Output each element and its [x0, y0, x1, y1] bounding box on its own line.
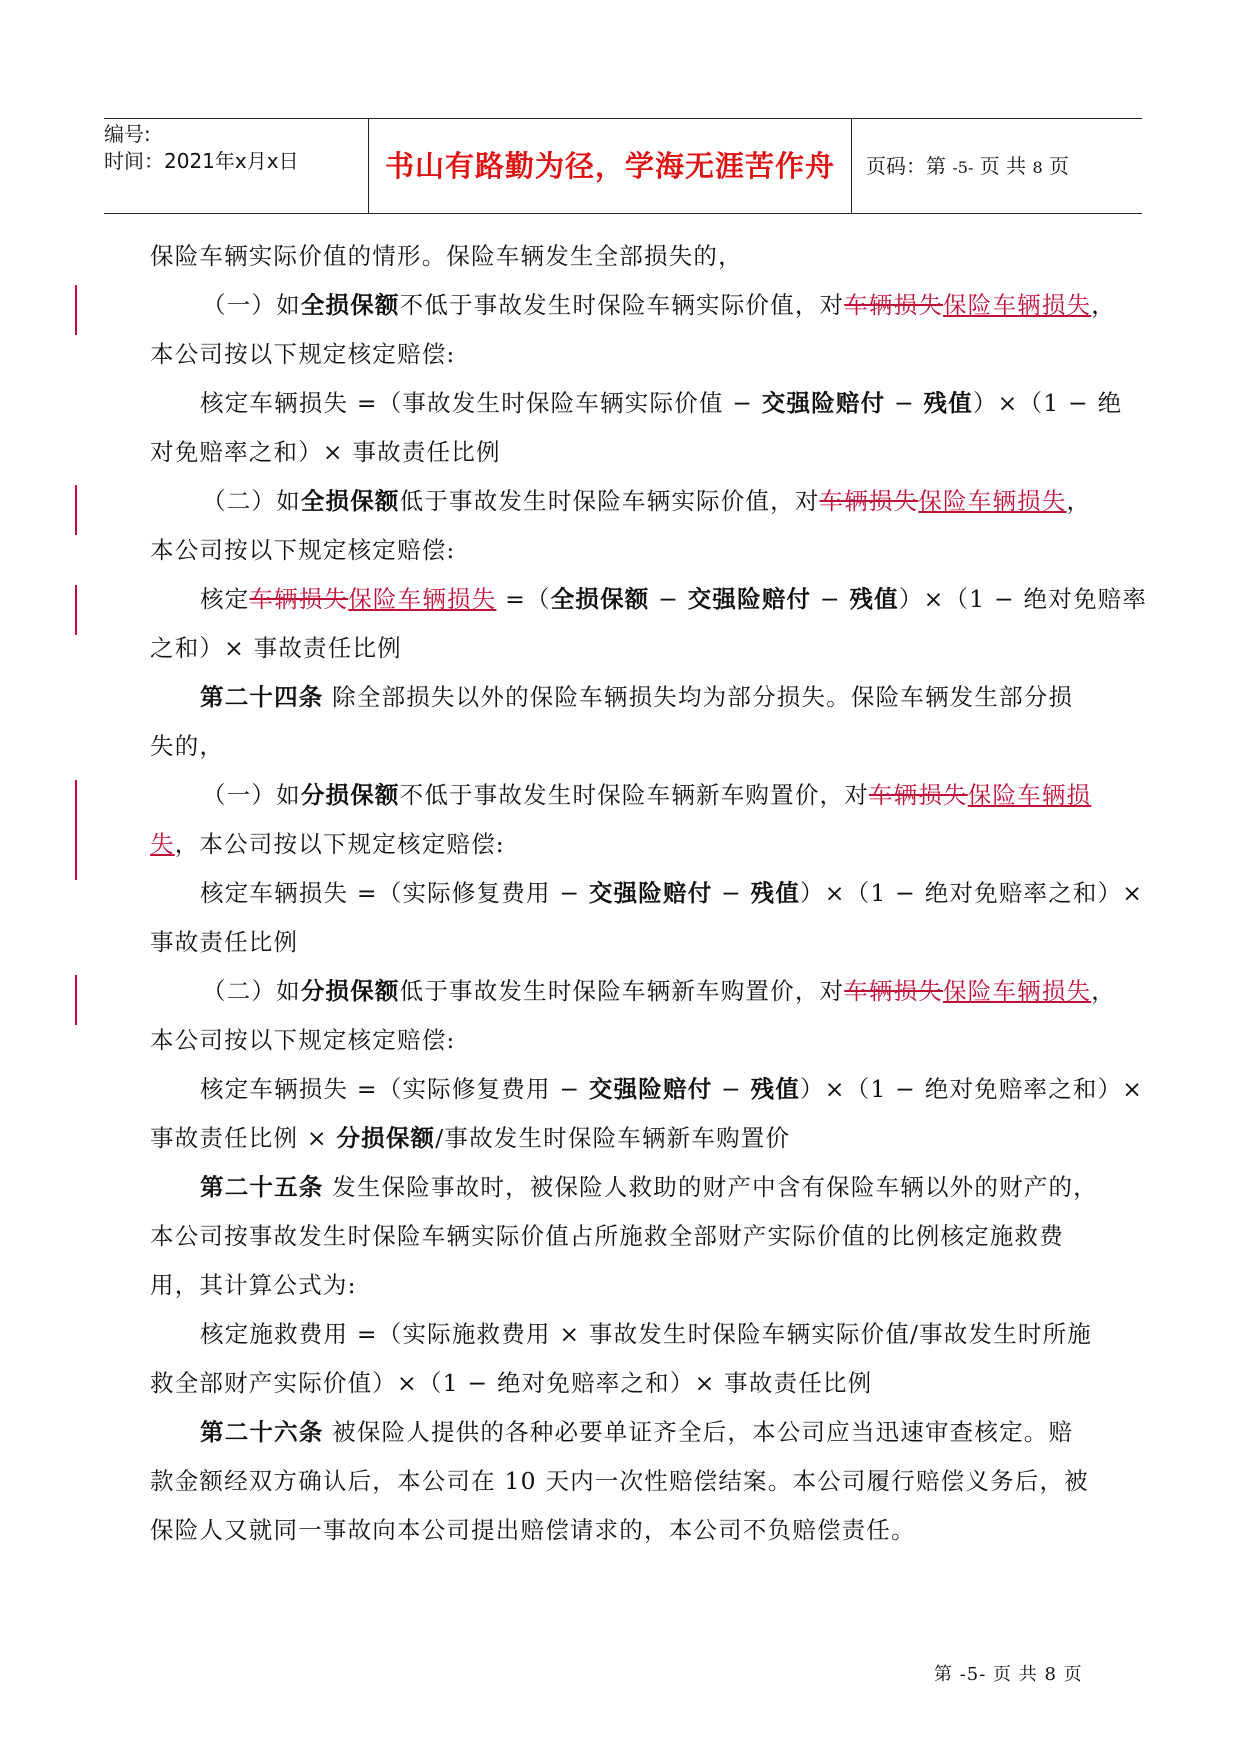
inserted-text: 失 [150, 830, 175, 858]
text-line: 之和）× 事故责任比例 [150, 634, 402, 662]
header-meta [104, 119, 368, 213]
page-header [104, 118, 1142, 214]
page-footer: 第 -5- 页 共 8 页 [934, 1664, 1083, 1685]
deleted-text: 车辆损失 [844, 291, 944, 319]
article-heading: 第二十五条 [200, 1173, 324, 1201]
text-line: （一）如全损保额不低于事故发生时保险车辆实际价值，对车辆损失保险车辆损失， [202, 291, 1116, 319]
deleted-text: 车辆损失 [868, 781, 968, 809]
revision-bar [75, 975, 77, 1025]
text-line: 本公司按事故发生时保险车辆实际价值占所施救全部财产实际价值的比例核定施救费 [150, 1222, 1064, 1250]
revision-bar [75, 285, 77, 335]
text-line: 救全部财产实际价值）×（1 − 绝对免赔率之和）× 事故责任比例 [150, 1369, 873, 1397]
text-line: 本公司按以下规定核定赔偿: [150, 536, 456, 564]
text-line: 本公司按以下规定核定赔偿: [150, 340, 456, 368]
inserted-text: 保险车辆损失 [918, 487, 1067, 515]
text-line: 第二十五条 发生保险事故时，被保险人救助的财产中含有保险车辆以外的财产的， [200, 1173, 1098, 1201]
revision-bar [75, 585, 77, 635]
text-line: 核定车辆损失 =（实际修复费用 − 交强险赔付 − 残值）×（1 − 绝对免赔率之和）× [200, 879, 1144, 907]
text-line: （一）如分损保额不低于事故发生时保险车辆新车购置价，对车辆损失保险车辆损 [202, 781, 1092, 809]
text-line: 用，其计算公式为: [150, 1271, 357, 1299]
text-line: 本公司按以下规定核定赔偿: [150, 1026, 456, 1054]
inserted-text: 保险车辆损失 [348, 585, 497, 613]
text-line: 保险人又就同一事故向本公司提出赔偿请求的，本公司不负赔偿责任。 [150, 1516, 916, 1544]
text-line: 失的， [150, 732, 225, 760]
text-line: 对免赔率之和）× 事故责任比例 [150, 438, 501, 466]
page-prefix: 页码：第 [866, 154, 946, 178]
header-slogan-cell [368, 119, 852, 213]
text-line: 核定车辆损失保险车辆损失 =（全损保额 − 交强险赔付 − 残值）×（1 − 绝对免赔率 [200, 585, 1148, 613]
deleted-text: 车辆损失 [844, 977, 944, 1005]
article-heading: 第二十四条 [200, 683, 324, 711]
page-number: -5- [952, 158, 974, 177]
text-line: 第二十四条 除全部损失以外的保险车辆损失均为部分损失。保险车辆发生部分损 [200, 683, 1074, 711]
text-line: 事故责任比例 × 分损保额/事故发生时保险车辆新车购置价 [150, 1124, 791, 1152]
revision-bar [75, 485, 77, 535]
page-mid: 页 共 [979, 154, 1027, 178]
text-line: 第二十六条 被保险人提供的各种必要单证齐全后，本公司应当迅速审查核定。赔 [200, 1418, 1074, 1446]
text-line: 事故责任比例 [150, 928, 299, 956]
text-line: 款金额经双方确认后，本公司在 10 天内一次性赔偿结案。本公司履行赔偿义务后，被 [150, 1467, 1089, 1495]
text-line: 核定车辆损失 =（事故发生时保险车辆实际价值 − 交强险赔付 − 残值）×（1 − 绝 [200, 389, 1123, 417]
page-total: 8 [1032, 158, 1043, 177]
header-page-info [852, 119, 1142, 213]
inserted-text: 保险车辆损失 [943, 291, 1092, 319]
article-heading: 第二十六条 [200, 1418, 324, 1446]
page-suffix: 页 [1048, 154, 1069, 178]
revision-bar [75, 780, 77, 880]
deleted-text: 车辆损失 [249, 585, 349, 613]
deleted-text: 车辆损失 [819, 487, 919, 515]
text-line: （二）如全损保额低于事故发生时保险车辆实际价值，对车辆损失保险车辆损失， [202, 487, 1092, 515]
text-line: 失，本公司按以下规定核定赔偿: [150, 830, 505, 858]
inserted-text: 保险车辆损失 [943, 977, 1092, 1005]
number-label: 编号: [104, 122, 151, 146]
text-line: 核定施救费用 =（实际施救费用 × 事故发生时保险车辆实际价值/事故发生时所施 [200, 1320, 1093, 1348]
text-line: 保险车辆实际价值的情形。保险车辆发生全部损失的， [150, 242, 743, 270]
text-line: 核定车辆损失 =（实际修复费用 − 交强险赔付 − 残值）×（1 − 绝对免赔率之和）× [200, 1075, 1144, 1103]
inserted-text: 保险车辆损 [967, 781, 1092, 809]
header-slogan: 书山有路勤为径，学海无涯苦作舟 [384, 149, 835, 183]
text-line: （二）如分损保额低于事故发生时保险车辆新车购置价，对车辆损失保险车辆损失， [202, 977, 1116, 1005]
time-label: 时间：2021年x月x日 [104, 149, 299, 173]
